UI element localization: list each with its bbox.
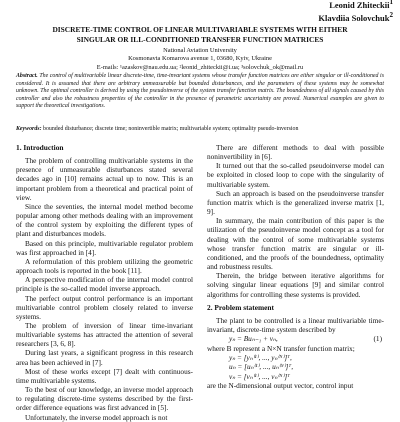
affiliation — [16, 47, 384, 72]
author-name: Klavdiia Solovchuk$^2$ — [318, 11, 393, 24]
abstract — [16, 73, 384, 111]
paragraph: Therein, the bridge between iterative algorithms for solving singular linear equations [9] and similar control algorithms for controlling these systems is provided. — [207, 271, 384, 299]
keywords-label: Keywords: — [16, 126, 42, 132]
address: Kosmonavta Komarova avenue 1, 03680, Kyiv, Ukraine — [128, 55, 272, 63]
emails: E-mails: ¹azaskov@nau.edu.ua; ²leonid_zhiteckii@i.ua; ³solovchuk_ok@mail.ru — [96, 63, 304, 71]
paper-title — [16, 25, 384, 45]
paragraph: The perfect output control performance is an important multivariable control problem closely related to inverse systems. — [16, 293, 193, 321]
section-heading: 1. Introduction — [16, 143, 64, 152]
paragraph: where B represent a N×N transfer function matrix; — [207, 343, 355, 353]
author-mark: 2 — [389, 11, 393, 20]
equation-number: (1) — [373, 334, 382, 344]
vector-definition: vₙ = [vₙ⁽¹⁾, ..., vₙ⁽ᴺ⁾]ᵀ — [229, 371, 290, 381]
paragraph: It turned out that the so-called pseudoinverse model can be exploited in closed loop to cope with the singularity of multivariable system. — [207, 161, 384, 189]
vector-definition: uₙ = [uₙ⁽¹⁾, ..., uₙ⁽ᴺ⁾]ᵀ, — [229, 362, 294, 372]
author-block — [318, 0, 393, 24]
right-column — [207, 143, 384, 390]
paragraph: To the best of our knowledge, an inverse model approach to regulating discrete-time systems described by the first-order difference equations was first advanced in [5]. — [16, 385, 193, 413]
keywords — [16, 126, 384, 134]
equation-expression: yₙ = Buₙ₋₁ + vₙ, — [229, 334, 278, 344]
paragraph: A reformulation of this problem utilizing the geometric approach tools is reported in the book [11]. — [16, 256, 193, 276]
paragraph: Such an approach is based on the pseudoinverse transfer function matrix which is the generalized inverse matrix [1, 9]. — [207, 188, 384, 217]
keywords-text: bounded disturbance; discrete time; noninvertible matrix; multivariable system; optimality pseudo-inversion — [43, 126, 299, 132]
author-mark: 1 — [389, 0, 393, 6]
paragraph: The problem of controlling multivariable systems in the presence of unmeasurable disturbances stated several decades ago in [10] remains actual up to now. This is an important problem from a theoretical and practical point of view. — [16, 156, 193, 202]
paragraph: In summary, the main contribution of this paper is the utilization of the pseudoinverse model concept as a tool for dealing with the control of some multivariable systems whose transfer function matrix are singular or ill-conditioned, and the proofs of the boundedness, optimality and robustness results. — [207, 216, 384, 272]
paragraph: Unfortunately, the inverse model approach is not — [25, 412, 168, 422]
abstract-label: Abstract. — [16, 73, 38, 79]
equation — [207, 334, 384, 344]
author-name: Leonid Zhiteckii$^1$ — [329, 0, 393, 10]
paragraph: Most of these works except [7] dealt with continuous-time multivariable systems. — [16, 366, 193, 385]
paragraph: Since the seventies, the internal model method become popular among other methods dealing with an improvement of the control system by exploiting the different types of plant and disturbances models. — [16, 201, 193, 239]
paragraph: The problem of inversion of linear time-invariant multivariable systems has attracted the attention of several researchers [3, 6, 8]. — [16, 320, 193, 349]
title-line: SINGULAR OR ILL-CONDITIONED TRANSFER FUNCTION MATRICES — [76, 35, 324, 44]
vector-definition: yₙ = [yₙ⁽¹⁾, ..., yₙ⁽ᴺ⁾]ᵀ, — [229, 352, 292, 362]
section-heading: 2. Problem statement — [207, 302, 274, 312]
paragraph: Based on this principle, multivariable regulator problem was first approached in [4]. — [16, 238, 193, 257]
title-line: DISCRETE-TIME CONTROL OF LINEAR MULTIVARIABLE SYSTEMS WITH EITHER — [52, 25, 348, 34]
institution: National Aviation University — [163, 47, 237, 54]
paragraph: The plant to be controlled is a linear multivariable time-invariant, discrete-time system described by — [207, 315, 384, 334]
paragraph: There are different methods to deal with possible noninvertibility in [6]. — [207, 143, 384, 162]
paragraph: are the N-dimensional output vector, control input — [207, 381, 354, 391]
paragraph: A perspective modification of the internal model control principle is the so-called model inverse approach. — [16, 275, 193, 294]
left-column — [16, 143, 193, 422]
paragraph: During last years, a significant progress in this research area has been achieved in [7]. — [16, 348, 193, 367]
abstract-text: The control of multivariable linear discrete-time, time-invariant systems whose transfer function matrices are either singular or ill-conditioned is considered. It is assumed that there are arbitrary unmeasurable but bounded disturbances, and the parameters of these systems may be somewhat unknown. The optimal controller is derived by using the pseudoinverse of the system transfer function matrix. The boundedness of all signals caused by this controller and also the robustness properties of the controller in the presence of parametric uncertainty are proved. Numerical examples are given to support the theoretical investigations. — [16, 73, 384, 110]
